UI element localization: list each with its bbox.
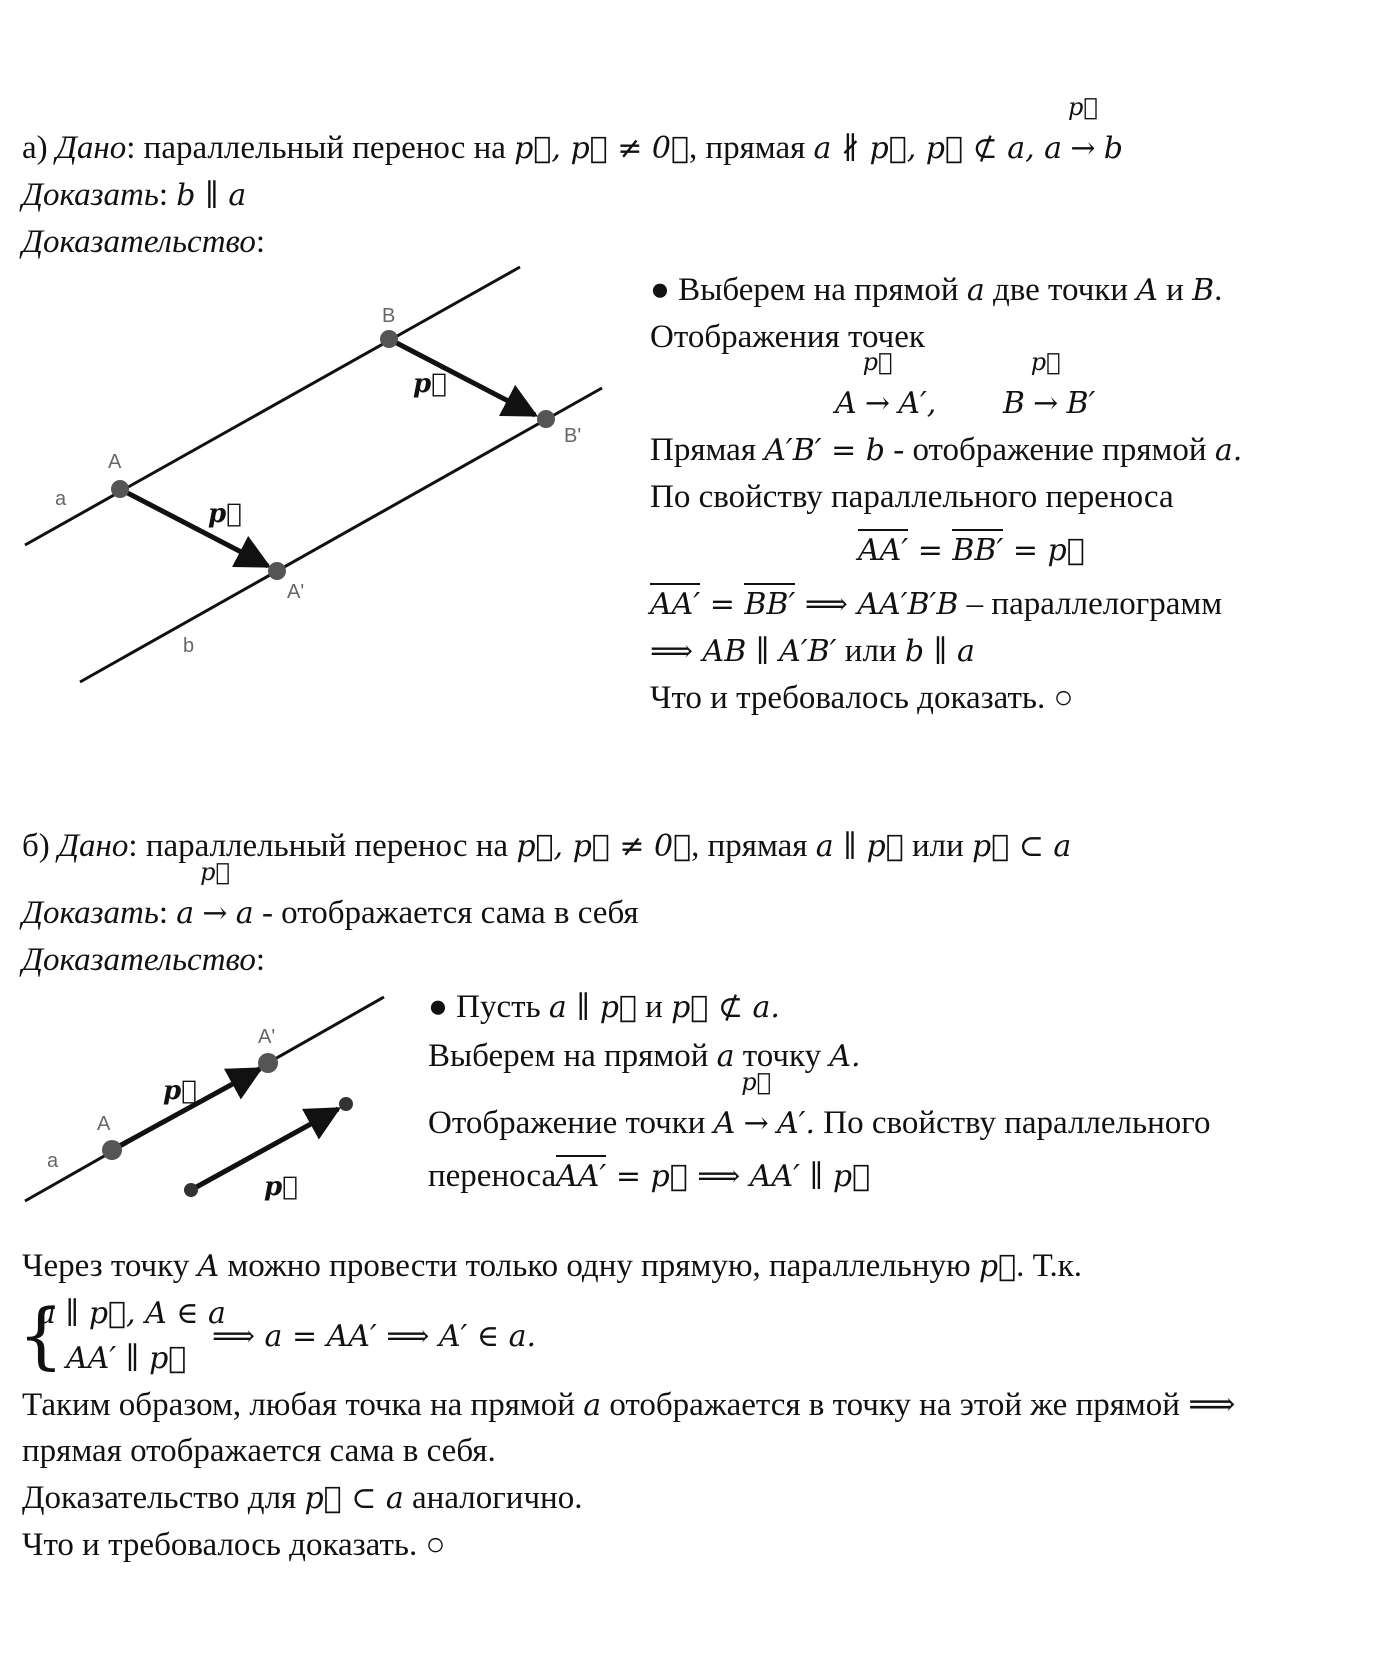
label-vector-p-free: p⃗ [264, 1172, 298, 1202]
b-step-1-text: ● Пусть [428, 989, 549, 1025]
b-after-1-text: Через точку [22, 1248, 198, 1284]
label-B-prime: B' [564, 425, 582, 447]
label-A-prime-b: A' [258, 1026, 276, 1048]
a-map1-arrow: p⃗ → [862, 348, 893, 421]
label-vector-p-on-line: p⃗ [163, 1076, 197, 1106]
b-after-1-A: A [197, 1249, 220, 1284]
a-step-1-text: ● Выберем на прямой [650, 272, 967, 308]
b-given-text-3: или [903, 828, 973, 864]
b-after-4: прямая отображается сама в себя. [22, 1433, 496, 1469]
a-map1-arrow-label: p⃗ [862, 348, 893, 376]
b-after-3-text2: отображается в точку на этой же прямой ⟹ [601, 1387, 1236, 1423]
figure-a [20, 260, 640, 690]
b-proof-label: Доказательство [22, 942, 256, 978]
a-step-4-math: A′B′ = b [764, 433, 885, 468]
b-given-math-1: p⃗, p⃗ ≠ 0⃗ [516, 829, 692, 864]
a-step-6-vec1: AA′ [858, 529, 908, 568]
point-A [111, 480, 129, 498]
a-map1-from: A [835, 386, 857, 421]
a-map2-arrow-label: p⃗ [1030, 348, 1061, 376]
b-step-1 [428, 987, 780, 1028]
vector-free-end [339, 1097, 353, 1111]
b-step-1-and: и [636, 989, 672, 1025]
b-step-1-math2: p⃗ ⊄ a. [671, 990, 780, 1025]
a-step-7-eq: = [700, 587, 745, 622]
b-after-3 [22, 1385, 1236, 1426]
label-A-b: A [97, 1113, 111, 1135]
label-A: A [108, 451, 122, 473]
a-step-7-text: – параллелограмм [958, 586, 1223, 622]
part-a-prove: Доказать: b ∥ a [22, 177, 247, 213]
given-math-3: b [1103, 131, 1123, 166]
b-prove-arrow: p⃗ → [200, 858, 230, 931]
b-prove-arrow-label: p⃗ [200, 858, 230, 886]
a-step-4 [650, 430, 1242, 471]
a-step-7-math: ⟹ AA′B′B [795, 587, 959, 622]
a-step-1-and: и [1157, 272, 1193, 308]
system-line-1 [38, 1293, 226, 1334]
label-b: b [183, 635, 195, 657]
a-step-5: По свойству параллельного переноса [650, 479, 1174, 515]
b-given-math-2: a ∥ p⃗ [815, 829, 904, 864]
b-step-2-A: A. [829, 1039, 861, 1074]
b-step-2 [428, 1036, 861, 1077]
b-prove-label: Доказать [22, 895, 159, 931]
line-b [80, 388, 602, 682]
b-step-4-math: = p⃗ ⟹ AA′ ∥ p⃗ [606, 1159, 871, 1194]
a-step-7-vec1: AA′ [650, 583, 700, 622]
b-after-1-end: . Т.к. [1016, 1248, 1082, 1284]
label-vector-p-2: p⃗ [413, 369, 447, 399]
system-result-math: ⟹ a = AA′ ⟹ A′ ∈ a. [212, 1319, 537, 1354]
label-a: a [55, 488, 67, 510]
a-step-1-A: A [1136, 273, 1158, 308]
line-a [25, 267, 520, 545]
part-a-prefix: а) [22, 130, 48, 166]
a-map2-to: B′ [1066, 386, 1096, 421]
given-text: : параллельный перенос на [126, 130, 515, 166]
b-given-math-3: p⃗ ⊂ a [972, 829, 1072, 864]
b-step-3 [428, 1068, 1211, 1144]
proof-label: Доказательство [22, 224, 256, 260]
a-step-6-tail: = p⃗ [1003, 533, 1085, 568]
a-step-4-text: Прямая [650, 432, 765, 468]
a-step-8-math: ⟹ AB ∥ A′B′ [650, 634, 837, 669]
given-math-2: a ∦ p⃗, p⃗ ⊄ a, a [813, 131, 1063, 166]
b-after-1 [22, 1246, 1082, 1287]
b-given-text: : параллельный перенос на [128, 828, 517, 864]
a-step-1-B: B [1192, 273, 1215, 308]
map-arrow-label: p⃗ [1067, 93, 1098, 121]
b-given-text-2: , прямая [691, 828, 816, 864]
figure-b [20, 985, 420, 1215]
part-b-proof-heading: Доказательство: [22, 942, 266, 978]
a-step-7-vec2: BB′ [744, 583, 795, 622]
a-step-2: Отображения точек [650, 319, 925, 355]
system-line-2 [66, 1338, 186, 1379]
b-step-3-arrow-label: p⃗ [741, 1068, 772, 1096]
a-step-1-a: a [966, 273, 985, 308]
b-prove-from: a [176, 896, 195, 931]
b-given-label: Дано [58, 828, 129, 864]
point-A-b [102, 1140, 122, 1160]
b-step-3-text: Отображение точки [428, 1105, 714, 1141]
a-step-9: Что и требовалось доказать. ○ [650, 680, 1074, 716]
part-b-prefix: б) [22, 828, 50, 864]
a-step-7 [650, 584, 1222, 625]
b-step-3-to: A′. [776, 1106, 815, 1141]
b-step-4-vec: AA′ [556, 1155, 606, 1194]
map-arrow: p⃗ → [1067, 93, 1098, 166]
system-eq-1: a ∥ p⃗, A ∈ a [38, 1296, 226, 1331]
vector-p-2 [389, 339, 535, 415]
label-a-b: a [47, 1150, 59, 1172]
b-after-1-p: p⃗ [978, 1249, 1017, 1284]
a-step-4-a: a. [1214, 433, 1243, 468]
vector-p-1 [120, 489, 268, 566]
b-after-5-math: p⃗ ⊂ a [304, 1481, 404, 1516]
b-step-2-text: Выберем на прямой [428, 1038, 717, 1074]
b-step-4 [428, 1156, 870, 1197]
b-prove-text: - отображается сама в себя [253, 895, 639, 931]
part-b-given [22, 826, 1071, 867]
point-A-prime [268, 562, 286, 580]
a-step-8-text: или [836, 633, 905, 669]
given-label: Дано [55, 130, 127, 166]
b-step-2-a: a [716, 1039, 735, 1074]
given-text-2: , прямая [688, 130, 814, 166]
part-a-given [22, 93, 1123, 169]
a-step-1-text2: две точки [984, 272, 1137, 308]
b-after-6: Что и требовалось доказать. ○ [22, 1527, 446, 1563]
prove-math: b ∥ a [176, 178, 247, 213]
a-map1-to: A′, [898, 386, 937, 421]
a-step-6 [858, 530, 1085, 571]
a-step-3 [835, 348, 1096, 424]
a-step-8-math2: b ∥ a [904, 634, 975, 669]
b-after-3-text: Таким образом, любая точка на прямой [22, 1387, 584, 1423]
b-after-5-text: Доказательство для [22, 1480, 305, 1516]
part-b-prove: Доказать: a p⃗ → a - отображается сама в себя [22, 893, 639, 934]
part-a-proof-heading: Доказательство: [22, 224, 266, 260]
b-after-5-text2: аналогично. [403, 1480, 583, 1516]
vector-free-start [184, 1183, 198, 1197]
a-step-1-end: . [1214, 272, 1223, 308]
b-step-1-math: a ∥ p⃗ [548, 990, 637, 1025]
a-step-8 [650, 631, 975, 672]
point-B [380, 330, 398, 348]
a-step-1 [650, 270, 1222, 311]
a-step-6-vec2: BB′ [952, 529, 1003, 568]
label-B: B [382, 305, 396, 327]
point-A-prime-b [258, 1053, 278, 1073]
point-B-prime [537, 410, 555, 428]
system-eq-2: AA′ ∥ p⃗ [66, 1341, 187, 1376]
b-after-3-a: a [583, 1388, 602, 1423]
a-step-4-text2: - отображение прямой [885, 432, 1215, 468]
label-A-prime: A' [287, 581, 305, 603]
system-brace: { [18, 1293, 64, 1377]
prove-label: Доказать [22, 177, 159, 213]
a-step-6-eq: = [908, 533, 953, 568]
label-vector-p-1: p⃗ [208, 499, 242, 529]
b-after-5 [22, 1478, 582, 1519]
b-step-2-text2: точку [734, 1038, 830, 1074]
b-step-3-from: A [713, 1106, 736, 1141]
b-prove-to: a [235, 896, 254, 931]
b-step-3-arrow: p⃗ → [741, 1068, 772, 1141]
b-step-3-text2: По свойству параллельного [814, 1105, 1211, 1141]
b-after-1-text2: можно провести только одну прямую, параллельную [219, 1248, 979, 1284]
a-map2-arrow: p⃗ → [1030, 348, 1061, 421]
a-map2-from: B [1002, 386, 1025, 421]
given-math-1: p⃗, p⃗ ≠ 0⃗ [514, 131, 689, 166]
system-result [212, 1316, 536, 1357]
b-step-4-text: переноса [428, 1158, 557, 1194]
